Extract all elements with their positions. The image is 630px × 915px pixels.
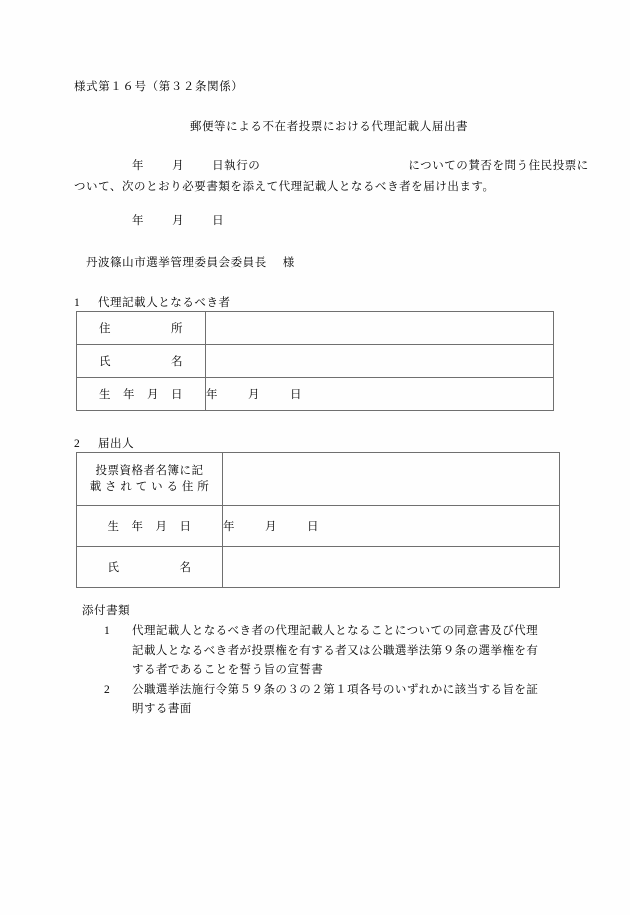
form-number: 様式第１６号（第３２条関係） — [74, 81, 244, 93]
section-1-label: 代理記載人となるべき者 — [98, 297, 231, 309]
birthdate-year-label: 年 — [206, 389, 218, 401]
intro-second-line: ついて、次のとおり必要書類を添えて代理記載人となるべき者を届け出ます。 — [74, 181, 495, 193]
section-2-number: 2 — [74, 438, 81, 450]
registered-address-label-line1: 投票資格者名簿に記 — [95, 465, 204, 477]
submitter-birthdate-day-label: 日 — [307, 521, 319, 533]
submitter-birthdate-year-label: 年 — [223, 521, 235, 533]
table-row — [77, 547, 560, 588]
section-1-number: 1 — [74, 297, 81, 309]
row-label-name: 氏 名 — [77, 345, 206, 378]
section-2-label: 届出人 — [98, 438, 135, 450]
row-value-name[interactable] — [206, 345, 554, 378]
row-label-submitter-name: 氏 名 — [77, 547, 223, 588]
row-value-birthdate[interactable] — [206, 378, 554, 411]
document-title: 郵便等による不在者投票における代理記載人届出書 — [189, 121, 469, 133]
addressee-name: 丹波篠山市選挙管理委員会委員長 — [86, 257, 267, 269]
section-1-heading — [74, 294, 231, 310]
section-2-heading — [74, 435, 134, 451]
submission-year-label: 年 — [132, 215, 145, 227]
row-label-birthdate: 生 年 月 日 — [77, 378, 206, 411]
attachment-text: 公職選挙法施行令第５９条の３の２第１項各号のいずれかに該当する旨を証明する書面 — [132, 683, 539, 715]
intro-tail-text: についての賛否を問う住民投票に — [408, 160, 589, 172]
submission-date-line — [132, 212, 224, 228]
section-2-table — [76, 452, 560, 588]
table-row — [77, 506, 560, 547]
submission-day-label: 日 — [212, 215, 225, 227]
addressee-line — [86, 254, 295, 270]
row-label-registered-address — [77, 453, 223, 506]
list-item — [104, 681, 548, 720]
submission-month-label: 月 — [172, 215, 185, 227]
table-row — [77, 312, 554, 345]
table-row — [77, 453, 560, 506]
section-1-table — [76, 311, 554, 411]
attachment-number: 1 — [104, 625, 111, 637]
row-label-address: 住 所 — [77, 312, 206, 345]
birthdate-month-label: 月 — [248, 389, 260, 401]
intro-day-label: 日執行の — [212, 160, 261, 172]
row-value-registered-address[interactable] — [223, 453, 560, 506]
attachments-heading: 添付書類 — [82, 605, 131, 617]
intro-paragraph — [74, 156, 589, 198]
table-row — [77, 378, 554, 411]
attachments-list — [104, 622, 548, 720]
intro-month-label: 月 — [172, 160, 185, 172]
attachment-text: 代理記載人となるべき者の代理記載人となることについての同意書及び代理記載人となるべき者が投票権を有する者又は公職選挙法第９条の選挙権を有する者であることを誓う旨の宣誓書 — [132, 625, 539, 676]
list-item — [104, 622, 548, 681]
row-value-submitter-name[interactable] — [223, 547, 560, 588]
addressee-honorific: 様 — [282, 257, 295, 269]
row-value-address[interactable] — [206, 312, 554, 345]
attachment-number: 2 — [104, 683, 111, 696]
row-value-submitter-birthdate[interactable] — [223, 506, 560, 547]
intro-year-label: 年 — [132, 160, 145, 172]
birthdate-day-label: 日 — [290, 389, 302, 401]
table-row — [77, 345, 554, 378]
submitter-birthdate-month-label: 月 — [265, 521, 277, 533]
row-label-submitter-birthdate: 生 年 月 日 — [77, 506, 223, 547]
registered-address-label-line2: 載 さ れ て い る 住 所 — [89, 481, 210, 493]
